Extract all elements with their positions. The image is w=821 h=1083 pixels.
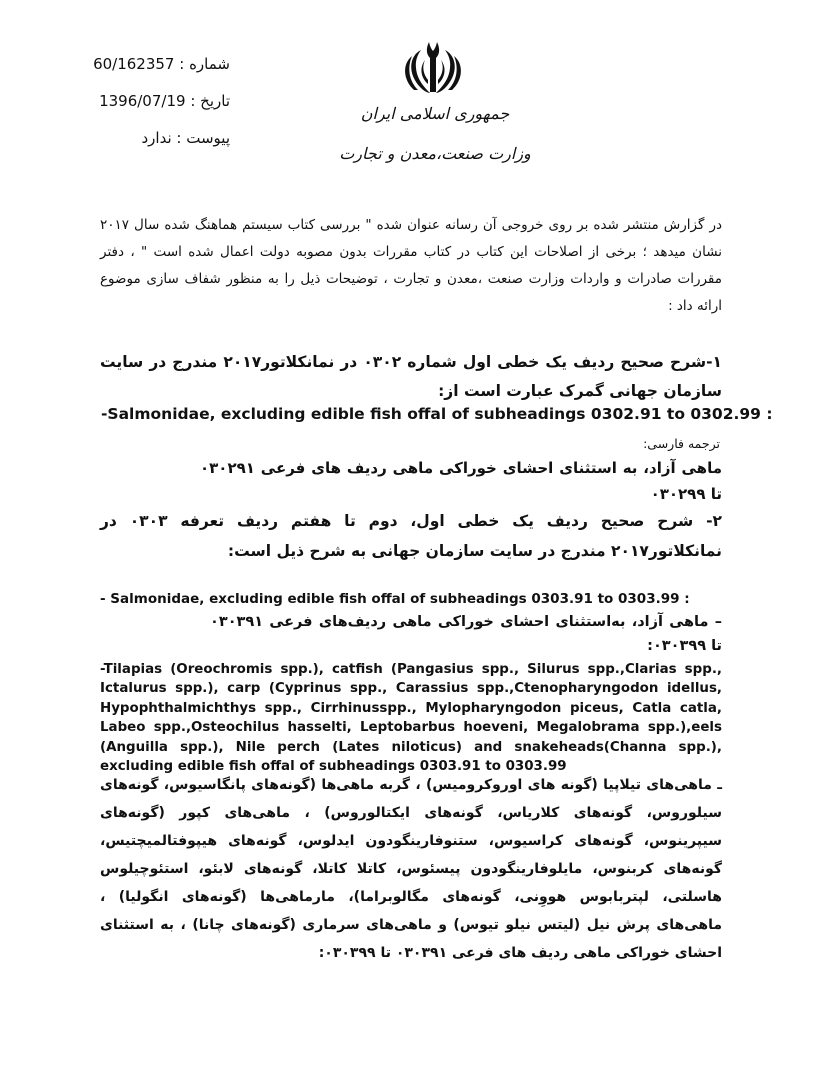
letter-number-value: 60/162357 [93, 55, 175, 73]
iran-emblem-icon [399, 38, 467, 96]
organization-line-2: وزارت صنعت،معدن و تجارت [339, 144, 531, 163]
item1-english-description: -Salmonidae, excluding edible fish offal of subheadings 0302.91 to 0302.99 : [101, 405, 773, 423]
translation-label: ترجمه فارسی: [643, 436, 720, 451]
letter-date-row [60, 83, 230, 120]
letter-date-label: تاریخ : [190, 92, 230, 110]
item1-paragraph: ۱-شرح صحیح ردیف یک خطی اول شماره ۰۳۰۲ در نمانکلاتور۲۰۱۷ مندرج در سایت سازمان جهانی گمرک عبارت است از: [100, 353, 722, 400]
letter-attachment-value: ندارد [141, 129, 172, 147]
item2-english-description-a: - Salmonidae, excluding edible fish offal of subheadings 0303.91 to 0303.99 : [100, 591, 690, 607]
letter-number-label: شماره : [179, 55, 230, 73]
item1-persian-translation: ماهی آزاد، به استثنای احشای خوراکی ماهی ردیف های فرعی ۰۳۰۲۹۱ تا ۰۳۰۲۹۹ [200, 459, 722, 503]
letter-attachment-row [60, 120, 230, 157]
item2-paragraph: ۲- شرح صحیح ردیف یک خطی اول، دوم تا هفتم ردیف تعرفه ۰۳۰۳ در نمانکلاتور۲۰۱۷ مندرج در سایت سازمان جهانی به شرح ذیل است: [100, 512, 722, 560]
intro-paragraph: در گزارش منتشر شده بر روی خروجی آن رسانه عنوان شده " بررسی کتاب سیستم هماهنگ شده سال ۲۰۱۷ نشان میدهد ؛ برخی از اصلاحات این کتاب در کتاب مقررات بدون مصوبه دولت اعمال شده است " ، دفتر مقررات صادرات و واردات وزارت صنعت ،معدن و تجارت ، توضیحات ذیل را به منظور شفاف سازی موضوع ارائه داد : [100, 217, 722, 314]
item2-english-description-b: -Tilapias (Oreochromis spp.), catfish (Pangasius spp., Silurus spp.,Clarias spp., Ictalurus spp.), carp (Cyprinus spp., Carassius spp.,Ctenopharyngodon idellus, Hypophthalmichthys spp., Cirrhinusspp., Mylopharyngodon piceus, Catla catla, Labeo spp.,Osteochilus hasselti, Leptobarbus hoeveni, Megalobrama spp.),eels (Anguilla spp.), Nile perch (Lates niloticus) and snakeheads(Channa spp.), excluding edible fish offal of subheadings 0303.91 to 0303.99 [100, 662, 722, 775]
item2-persian-translation-a: – ماهی آزاد، به‌استثنای احشای خوراکی ماهی ردیف‌های فرعی ۰۳۰۳۹۱ تا ۰۳۰۳۹۹: [210, 614, 722, 654]
letter-attachment-label: پیوست : [176, 129, 230, 147]
organization-line-1: جمهوری اسلامی ایران [360, 104, 510, 123]
organization-title [330, 100, 540, 168]
item2-persian-translation-b: ـ ماهی‌های تیلاپیا (گونه های اوروکرومیس) ، گربه ماهی‌ها (گونه‌های پانگاسیوس، گونه‌های سیلوروس، گونه‌های کلاریاس، گونه‌های ایکتالوروس) ، ماهی‌های کپور (گونه‌های سیپرینوس، گونه‌های کراسیوس، ستنوفارینگودون ایدلوس، گونه‌های هیپوفتالمیچتیس، گونه‌های کربنوس، مایلوفارینگودون پیسئوس، کاتلا کاتلا، گونه‌های لابئو، استئوچیلوس هاسلتی، لپتربابوس هووِنی، گونه‌های مگالوبراما)، مارماهی‌ها (گونه‌های انگولیا) ، ماهی‌های پرش نیل (لیتس نیلو تیوس) و ماهی‌های سرماری (گونه‌های چانا) ، به استثنای احشای خوراکی ماهی ردیف های فرعی ۰۳۰۳۹۱ تا ۰۳۰۳۹۹: [100, 777, 722, 961]
letter-reference-block [60, 46, 230, 157]
letter-number-row [60, 46, 230, 83]
letter-date-value: 1396/07/19 [99, 92, 186, 110]
